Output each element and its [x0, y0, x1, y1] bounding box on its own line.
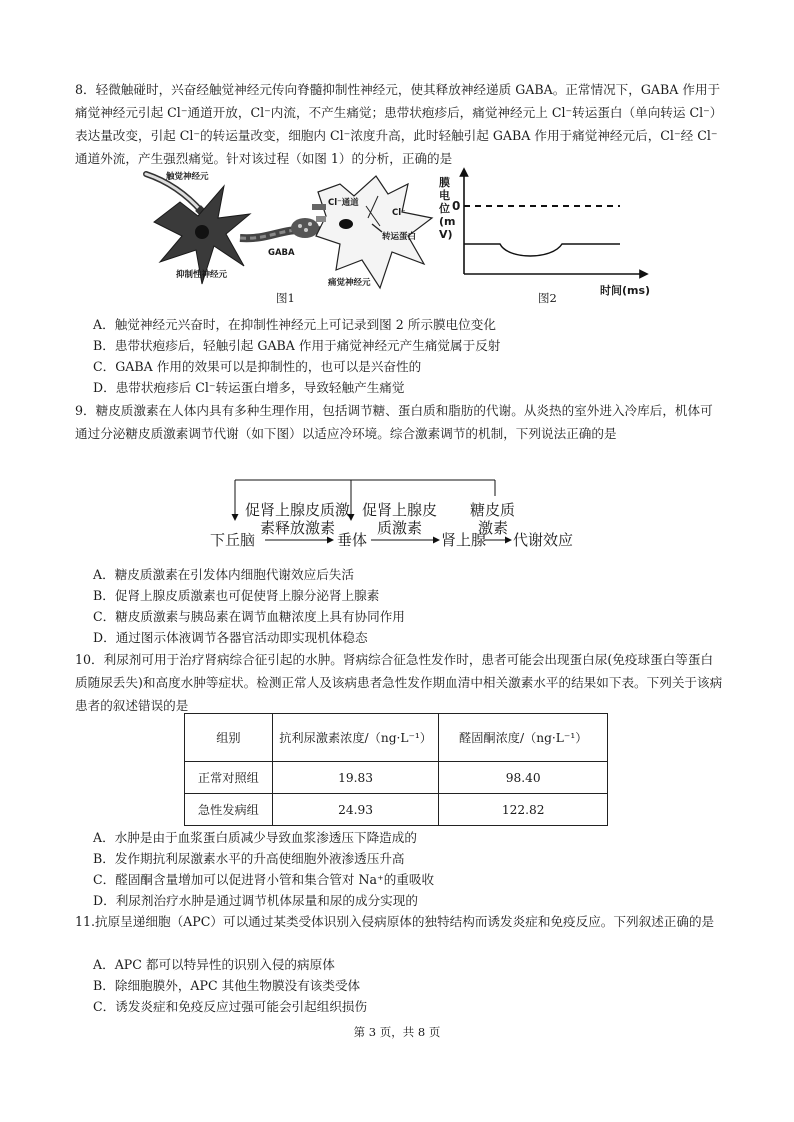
table-cell: 19.83 [272, 762, 439, 794]
q9-option-a: A．糖皮质激素在引发体内细胞代谢效应后失活 [93, 567, 354, 582]
figure-2-y-label: 膜电位(mV) [439, 176, 456, 241]
table-header-row [185, 714, 608, 762]
q11-option-a: A．APC 都可以特异性的识别入侵的病原体 [93, 957, 335, 972]
q10-option-b: B．发作期抗利尿激素水平的升高使细胞外液渗透压升高 [93, 851, 405, 866]
table-header-group: 组别 [185, 714, 273, 762]
table-cell: 24.93 [272, 794, 439, 826]
flow-metabolic-effect: 代谢效应 [513, 531, 574, 549]
cl-ion-label: Cl⁻ [392, 208, 406, 218]
q8-option-c: C．GABA 作用的效果可以是抑制性的，也可以是兴奋性的 [93, 359, 422, 374]
table-header-adh: 抗利尿激素浓度/（ng·L⁻¹） [272, 714, 439, 762]
table-cell: 98.40 [439, 762, 608, 794]
table-cell: 急性发病组 [185, 794, 273, 826]
q9-option-c: C．糖皮质激素与胰岛素在调节血糖浓度上具有协同作用 [93, 609, 405, 624]
table-cell: 正常对照组 [185, 762, 273, 794]
table-row [185, 762, 608, 794]
flow-adrenal: 肾上腺 [441, 531, 487, 549]
hormone-table [184, 713, 608, 826]
figure-2-membrane-potential [430, 166, 650, 290]
flow-acth-label-line2: 质激素 [377, 519, 423, 537]
flow-crh-label-line1: 促肾上腺皮质激 [245, 501, 351, 519]
flow-pituitary: 垂体 [337, 531, 368, 549]
page-footer: 第 3 页，共 8 页 [353, 1025, 441, 1039]
table-row [185, 794, 608, 826]
touch-neuron-label: 触觉神经元 [166, 172, 209, 182]
q9-option-b: B．促肾上腺皮质激素也可促使肾上腺分泌肾上腺素 [93, 588, 380, 603]
q9-option-d: D．通过图示体液调节各器官活动即实现机体稳态 [93, 630, 368, 645]
flow-gc-label-line1: 糖皮质 [470, 501, 516, 519]
question-9-stem: 9．糖皮质激素在人体内具有多种生理作用，包括调节糖、蛋白质和脂肪的代谢。从炎热的室外进入冷库后，机体可通过分泌糖皮质激素调节代谢（如下图）以适应冷环境。综合激素调节的机制，下列说法正确的是 [75, 403, 713, 441]
gaba-label: GABA [268, 248, 295, 258]
figure-2-x-label: 时间(ms) [600, 284, 651, 297]
q8-option-d: D．患带状疱疹后 Cl⁻转运蛋白增多，导致轻触产生痛觉 [93, 380, 405, 395]
flow-acth-label-line1: 促肾上腺皮 [362, 501, 438, 519]
question-11-stem: 11.抗原呈递细胞（APC）可以通过某类受体识别入侵病原体的独特结构而诱发炎症和免疫反应。下列叙述正确的是 [75, 914, 715, 929]
q8-option-b: B．患带状疱疹后，轻触引起 GABA 作用于痛觉神经元产生痛觉属于反射 [93, 338, 501, 353]
pain-neuron-label: 痛觉神经元 [328, 278, 371, 288]
flow-crh-label-line2: 素释放激素 [260, 519, 336, 537]
q10-option-d: D．利尿剂治疗水肿是通过调节机体尿量和尿的成分实现的 [93, 893, 418, 908]
question-8-stem: 8．轻微触碰时，兴奋经触觉神经元传向脊髓抑制性神经元，使其释放神经递质 GABA。正常情况下，GABA 作用于痛觉神经元引起 Cl⁻通道开放，Cl⁻内流，不产生痛觉；患带状疱疹后，痛觉神经元上 Cl⁻转运蛋白（单向转运 Cl⁻）表达量改变，引起 Cl⁻的转运量改变，细胞内 Cl⁻浓度升高，此时轻触引起 GABA 作用于痛觉神经元后，Cl⁻经 Cl⁻通道外流，产生强烈痛觉。针对该过程（如图 1）的分析，正确的是 [75, 82, 723, 166]
figure-1-caption: 图1 [276, 291, 295, 305]
table-header-aldosterone: 醛固酮浓度/（ng·L⁻¹） [439, 714, 608, 762]
cl-channel-label: Cl⁻通道 [328, 198, 359, 208]
flow-hypothalamus: 下丘脑 [210, 531, 256, 549]
q10-option-a: A．水肿是由于血浆蛋白质减少导致血浆渗透压下降造成的 [93, 830, 417, 845]
inhibitory-neuron-label: 抑制性神经元 [176, 270, 228, 280]
table-cell: 122.82 [439, 794, 608, 826]
figure-2-zero-tick: 0 [452, 199, 461, 213]
q11-option-c: C．诱发炎症和免疫反应过强可能会引起组织损伤 [93, 999, 368, 1014]
q11-option-b: B．除细胞膜外，APC 其他生物膜没有该类受体 [93, 978, 361, 993]
transporter-label: 转运蛋白 [382, 232, 417, 242]
q8-option-a: A．触觉神经元兴奋时，在抑制性神经元上可记录到图 2 所示膜电位变化 [93, 317, 496, 332]
question-10-stem: 10．利尿剂可用于治疗肾病综合征引起的水肿。肾病综合征急性发作时，患者可能会出现蛋白尿(免疫球蛋白等蛋白质随尿丢失)和高度水肿等症状。检测正常人及该病患者急性发作期血清中相关激素水平的结果如下表。下列关于该病患者的叙述错误的是 [75, 652, 723, 713]
figure-2-caption: 图2 [538, 291, 557, 305]
flow-gc-label-line2: 激素 [478, 519, 509, 537]
q10-option-c: C．醛固酮含量增加可以促进肾小管和集合管对 Na⁺的重吸收 [93, 872, 435, 887]
